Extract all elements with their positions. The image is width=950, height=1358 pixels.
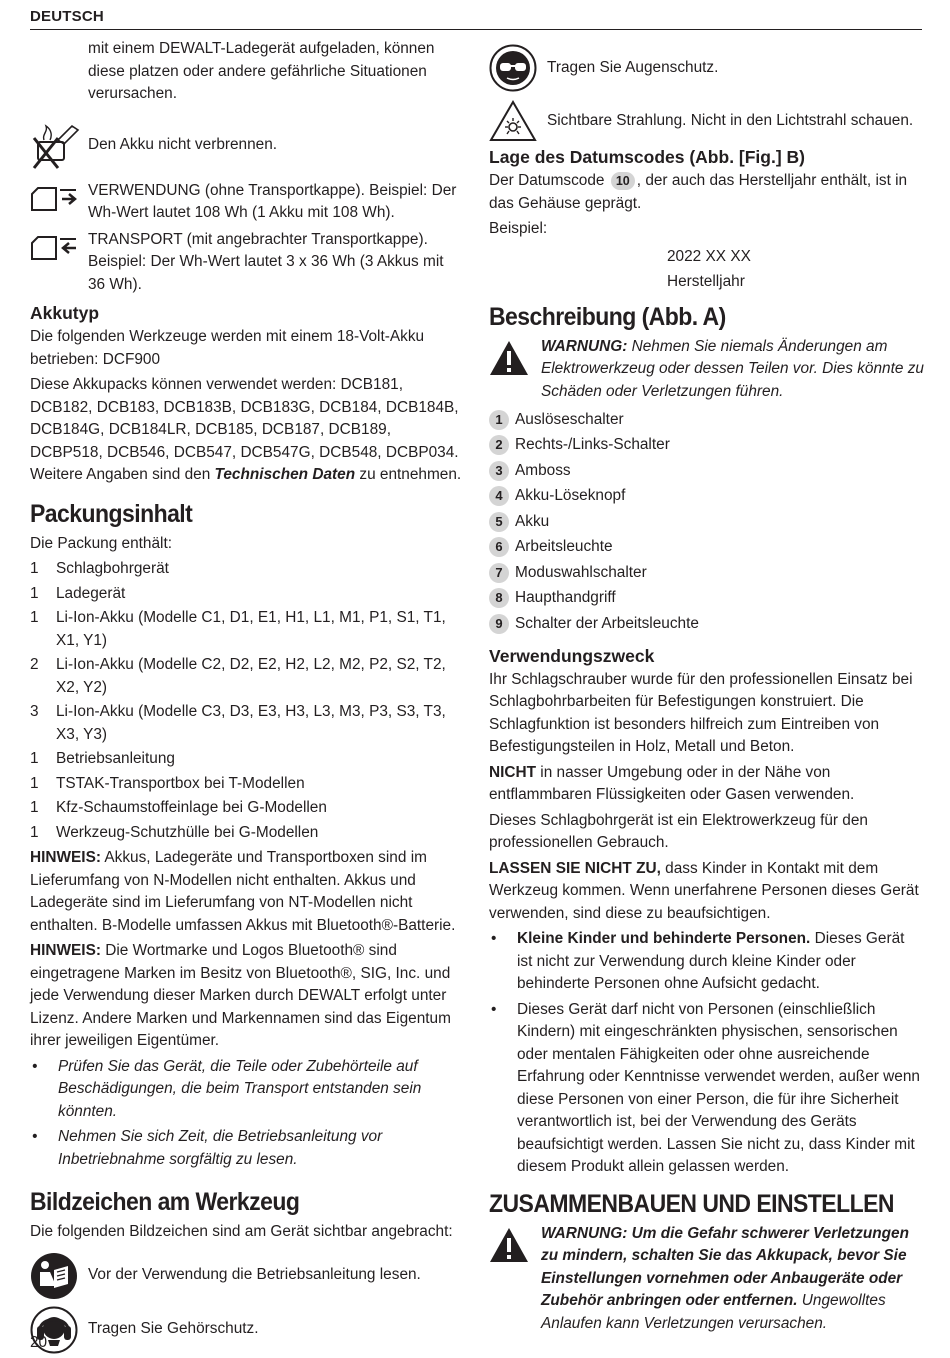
part-label: Akku-Löseknopf xyxy=(515,487,626,504)
verwendungszweck-heading: Verwendungszweck xyxy=(489,645,655,666)
battery-transport-icon xyxy=(30,229,88,263)
packung-item xyxy=(30,558,462,581)
akkutyp-paragraph-2 xyxy=(30,374,462,487)
datumscode-paragraph xyxy=(489,170,924,215)
packung-item xyxy=(30,773,462,796)
beispiel-label: Beispiel: xyxy=(489,220,548,237)
packung-text: Werkzeug-Schutzhülle bei G-Modellen xyxy=(56,823,319,841)
callout-badge: 10 xyxy=(611,172,635,190)
bullet-text: Dieses Gerät darf nicht von Personen (einschließlich Kindern) mit eingeschränkten physischen, sensorischen oder mentalen Fähigkeiten oder ohne ausreichende Erfahrung oder Kenntnisse verwendet werden, außer wenn diese Personen von einer Person, die für ihre Sicherheit verantwortlich ist, bei der Verwendung des Geräts beaufsichtigt werden. Lassen Sie nicht zu, dass Kinder mit diesem Produkt allein gelassen werden. xyxy=(517,1000,920,1175)
packung-intro: Die Packung enthält: xyxy=(30,534,173,552)
packung-qty: 3 xyxy=(30,703,39,720)
part-item xyxy=(489,407,924,433)
part-item xyxy=(489,611,924,637)
language-header: DEUTSCH xyxy=(30,8,104,25)
hinweis-text: Die Wortmarke und Logos Bluetooth® sind eingetragene Marken im Besitz von Bluetooth®, SIG, Inc. und jede Verwendung dieser Marken durch DEWALT erfolgt unter Lizenz. Andere Marken und Markennamen sind das Eigentum ihrer jeweiligen Eigentümer. xyxy=(30,942,451,1049)
datum-text: Der Datumscode xyxy=(489,172,609,189)
warning-text-2 xyxy=(541,1223,924,1336)
eye-protection-icon xyxy=(489,44,547,92)
part-number-badge: 4 xyxy=(489,486,509,506)
akkutyp-heading: Akkutyp xyxy=(30,303,100,323)
packung-item xyxy=(30,701,462,746)
read-manual-icon xyxy=(30,1252,88,1300)
transport-text: TRANSPORT (mit angebrachter Transportkappe). Beispiel: Der Wh-Wert lautet 3 x 36 Wh (3 Akkus mit 36 Wh). xyxy=(88,230,444,293)
part-number-badge: 7 xyxy=(489,563,509,583)
hinweis-label: HINWEIS: xyxy=(30,942,101,959)
date-example: 2022 XX XX xyxy=(667,247,751,265)
ear-symbol-text: Tragen Sie Gehörschutz. xyxy=(88,1320,259,1338)
lassen-label: LASSEN SIE NICHT ZU, xyxy=(489,859,661,877)
packung-qty: 1 xyxy=(30,560,39,577)
part-number-badge: 5 xyxy=(489,512,509,532)
nicht-label: NICHT xyxy=(489,763,537,781)
packung-list xyxy=(30,558,462,844)
packung-text: Li-Ion-Akku (Modelle C3, D3, E3, H3, L3, M3, P3, S3, T3, X3, Y3) xyxy=(56,703,446,743)
part-item xyxy=(489,458,924,484)
packung-item xyxy=(30,822,462,845)
part-number-badge: 9 xyxy=(489,614,509,634)
packung-text: Schlagbohrgerät xyxy=(56,560,169,577)
datum-text-end: , der auch das Herstelljahr enthält, ist in das Gehäuse geprägt. xyxy=(489,172,908,212)
warning-text: Nehmen Sie niemals Änderungen am Elektrowerkzeug oder dessen Teilen vor. Dies könnte zu Schäden oder Verletzungen führen. xyxy=(541,337,924,400)
packung-item xyxy=(30,607,462,652)
datumscode-heading: Lage des Datumscodes (Abb. [Fig.] B) xyxy=(489,147,805,167)
packung-qty: 1 xyxy=(30,750,39,767)
use-text: VERWENDUNG (ohne Transportkappe). Beispiel: Der Wh-Wert lautet 108 Wh (1 Akku mit 108 Wh). xyxy=(88,181,457,221)
part-label: Haupthandgriff xyxy=(515,589,616,606)
technische-daten-ref: Technischen Daten xyxy=(214,466,356,483)
parts-list xyxy=(489,407,924,637)
warning-bold-text: WARNUNG: Um die Gefahr schwerer Verletzungen zu mindern, schalten Sie das Akkupack, bevor Sie Einstellungen vornehmen oder Anbaugeräte oder Zubehör anbringen oder entfernen. xyxy=(541,1224,910,1309)
bullet-item: • Nehmen Sie sich Zeit, die Betriebsanleitung vor Inbetriebnahme sorgfältig zu lesen. xyxy=(30,1126,462,1171)
part-label: Akku xyxy=(515,512,550,530)
part-item xyxy=(489,509,924,535)
packung-qty: 1 xyxy=(30,799,39,816)
date-example-block xyxy=(489,244,924,294)
akkutyp-paragraph-1: Die folgenden Werkzeuge werden mit einem 18-Volt-Akku betrieben: DCF900 xyxy=(30,328,425,368)
part-item xyxy=(489,586,924,612)
zweck-text: dass Kinder in Kontakt mit dem Werkzeug kommen. Wenn unerfahrene Personen dieses Gerät verwenden, sind diese zu beaufsichtigen. xyxy=(489,859,919,922)
radiation-symbol-text: Sichtbare Strahlung. Nicht in den Lichtstrahl schauen. xyxy=(547,111,914,129)
symbol-manual xyxy=(30,1252,462,1300)
packung-text: Kfz-Schaumstoffeinlage bei G-Modellen xyxy=(56,799,327,816)
part-label: Amboss xyxy=(515,461,571,479)
packung-text: Li-Ion-Akku (Modelle C1, D1, E1, H1, L1, M1, P1, S1, T1, X1, Y1) xyxy=(56,609,446,649)
no-fire-icon xyxy=(30,120,88,172)
part-number-badge: 2 xyxy=(489,435,509,455)
warning-icon xyxy=(489,1223,541,1336)
symbol-eye xyxy=(489,44,924,92)
warning-label: WARNUNG: xyxy=(541,337,628,355)
eye-symbol-text: Tragen Sie Augenschutz. xyxy=(547,58,719,76)
bullet-item: • Prüfen Sie das Gerät, die Teile oder Zubehörteile auf Beschädigungen, die beim Transport entstanden sein könnten. xyxy=(30,1056,462,1124)
packung-qty: 1 xyxy=(30,609,39,626)
part-number-badge: 6 xyxy=(489,537,509,557)
symbol-transport xyxy=(30,229,462,297)
packungsinhalt-heading: Packungsinhalt xyxy=(30,499,193,528)
zweck-paragraph-3: Dieses Schlagbohrgerät ist ein Elektrowerkzeug für den professionellen Gebrauch. xyxy=(489,811,868,851)
symbol-ear xyxy=(30,1306,462,1354)
part-number-badge: 1 xyxy=(489,410,509,430)
packung-text: Betriebsanleitung xyxy=(56,750,175,767)
zweck-paragraph-4 xyxy=(489,858,924,926)
herstelljahr-label: Herstelljahr xyxy=(667,272,745,290)
zweck-paragraph-1: Ihr Schlagschrauber wurde für den professionellen Einsatz bei Schlagbohrbarbeiten für Befestigungen konstruiert. Die Schlagfunktion ist besonders hilfreich zum Eintreiben von Befestigungsteilen in Holz, Metall und Beton. xyxy=(489,670,913,755)
warning-block-2 xyxy=(489,1223,924,1336)
bullet-text xyxy=(517,928,924,996)
hinweis-2 xyxy=(30,940,462,1053)
akkutyp-text: Diese Akkupacks können verwendet werden: DCB181, DCB182, DCB183, DCB183B, DCB183G, DCB184, DCB184B, DCB184G, DCB184LR, DCB185, DCB187, DCB189, DCBP518, DCB546, DCB547, DCB547G, DCB548, DCBP034. Weitere Angaben sind den xyxy=(30,376,459,483)
part-label: Rechts-/Links-Schalter xyxy=(515,436,670,453)
part-number-badge: 8 xyxy=(489,588,509,608)
packung-qty: 1 xyxy=(30,584,39,602)
warning-text: Ungewolltes Anlaufen kann Verletzungen verursachen. xyxy=(541,1292,886,1332)
bullet-label: Kleine Kinder und behinderte Personen. xyxy=(517,930,811,947)
battery-use-icon xyxy=(30,180,88,214)
right-column xyxy=(489,44,924,1339)
packung-qty: 1 xyxy=(30,774,39,792)
radiation-warning-icon xyxy=(489,100,547,142)
symbol-radiation xyxy=(489,100,924,142)
bildzeichen-intro: Die folgenden Bildzeichen sind am Gerät sichtbar angebracht: xyxy=(30,1223,453,1240)
no-burn-text: Den Akku nicht verbrennen. xyxy=(88,136,278,154)
packung-item xyxy=(30,583,462,606)
symbol-use xyxy=(30,180,462,225)
bullet-text: Prüfen Sie das Gerät, die Teile oder Zubehörteile auf Beschädigungen, die beim Transport entstanden sein könnten. xyxy=(58,1057,422,1120)
bullet-item: • Dieses Gerät darf nicht von Personen (einschließlich Kindern) mit eingeschränkten physischen, sensorischen oder mentalen Fähigkeiten oder ohne ausreichende Erfahrung oder Kenntnisse verwendet werden, außer wenn diese Personen von einer Person, die für ihre Sicherheit verantwortlich ist, bei der Verwendung des Geräts beaufsichtigt werden. Lassen Sie nicht zu, dass Kinder mit diesem Produkt allein gelassen werden. xyxy=(489,999,924,1179)
part-label: Schalter der Arbeitsleuchte xyxy=(515,614,699,632)
beschreibung-heading: Beschreibung (Abb. A) xyxy=(489,302,726,331)
warning-text-1 xyxy=(541,336,924,404)
bullet-body: Dieses Gerät ist nicht zur Verwendung durch kleine Kinder oder behinderte Personen ohne Aufsicht gedacht. xyxy=(517,930,905,992)
part-item xyxy=(489,484,924,510)
part-label: Auslöseschalter xyxy=(515,410,624,428)
warning-icon xyxy=(489,336,541,404)
packung-text: TSTAK-Transportbox bei T-Modellen xyxy=(56,774,305,792)
bullet-item: • Kleine Kinder und behinderte Personen. Dieses Gerät ist nicht zur Verwendung durch kleine Kinder oder behinderte Personen ohne Aufsicht gedacht. xyxy=(489,928,924,996)
packung-qty: 2 xyxy=(30,656,39,673)
zusammenbauen-heading: ZUSAMMENBAUEN UND EINSTELLEN xyxy=(489,1189,894,1218)
intro-text: mit einem DEWALT-Ladegerät aufgeladen, können diese platzen oder andere gefährliche Situationen verursachen. xyxy=(88,40,435,102)
hinweis-label: HINWEIS: xyxy=(30,849,101,866)
symbol-no-burn xyxy=(30,120,462,172)
page-number: 20 xyxy=(30,1334,48,1351)
part-label: Arbeitsleuchte xyxy=(515,538,613,555)
packung-item xyxy=(30,748,462,771)
zweck-paragraph-2 xyxy=(489,762,924,807)
left-column xyxy=(30,38,462,1358)
packung-item xyxy=(30,654,462,699)
warning-block-1 xyxy=(489,336,924,404)
part-number-badge: 3 xyxy=(489,461,509,481)
packung-qty: 1 xyxy=(30,823,39,841)
packung-item xyxy=(30,797,462,820)
bullet-text: Nehmen Sie sich Zeit, die Betriebsanleitung vor Inbetriebnahme sorgfältig zu lesen. xyxy=(58,1128,383,1168)
manual-symbol-text: Vor der Verwendung die Betriebsanleitung lesen. xyxy=(88,1266,421,1284)
part-item xyxy=(489,535,924,561)
akkutyp-text-end: zu entnehmen. xyxy=(355,466,462,483)
packung-text: Ladegerät xyxy=(56,584,126,602)
hinweis-text: Akkus, Ladegeräte und Transportboxen sind im Lieferumfang von N-Modellen nicht enthalten. Akkus und Ladegeräte sind im Lieferumfang von NT-Modellen nicht enthalten. B-Modelle umfassen Akkus mit Bluetooth®-Batterie. xyxy=(30,849,456,934)
part-item xyxy=(489,433,924,459)
zweck-text: in nasser Umgebung oder in der Nähe von entflammbaren Flüssigkeiten oder Gasen verwenden. xyxy=(489,763,855,803)
header-rule xyxy=(30,29,922,30)
bildzeichen-heading: Bildzeichen am Werkzeug xyxy=(30,1188,300,1216)
part-item xyxy=(489,560,924,586)
packung-text: Li-Ion-Akku (Modelle C2, D2, E2, H2, L2, M2, P2, S2, T2, X2, Y2) xyxy=(56,656,446,696)
hinweis-1 xyxy=(30,847,462,937)
part-label: Moduswahlschalter xyxy=(515,563,647,581)
